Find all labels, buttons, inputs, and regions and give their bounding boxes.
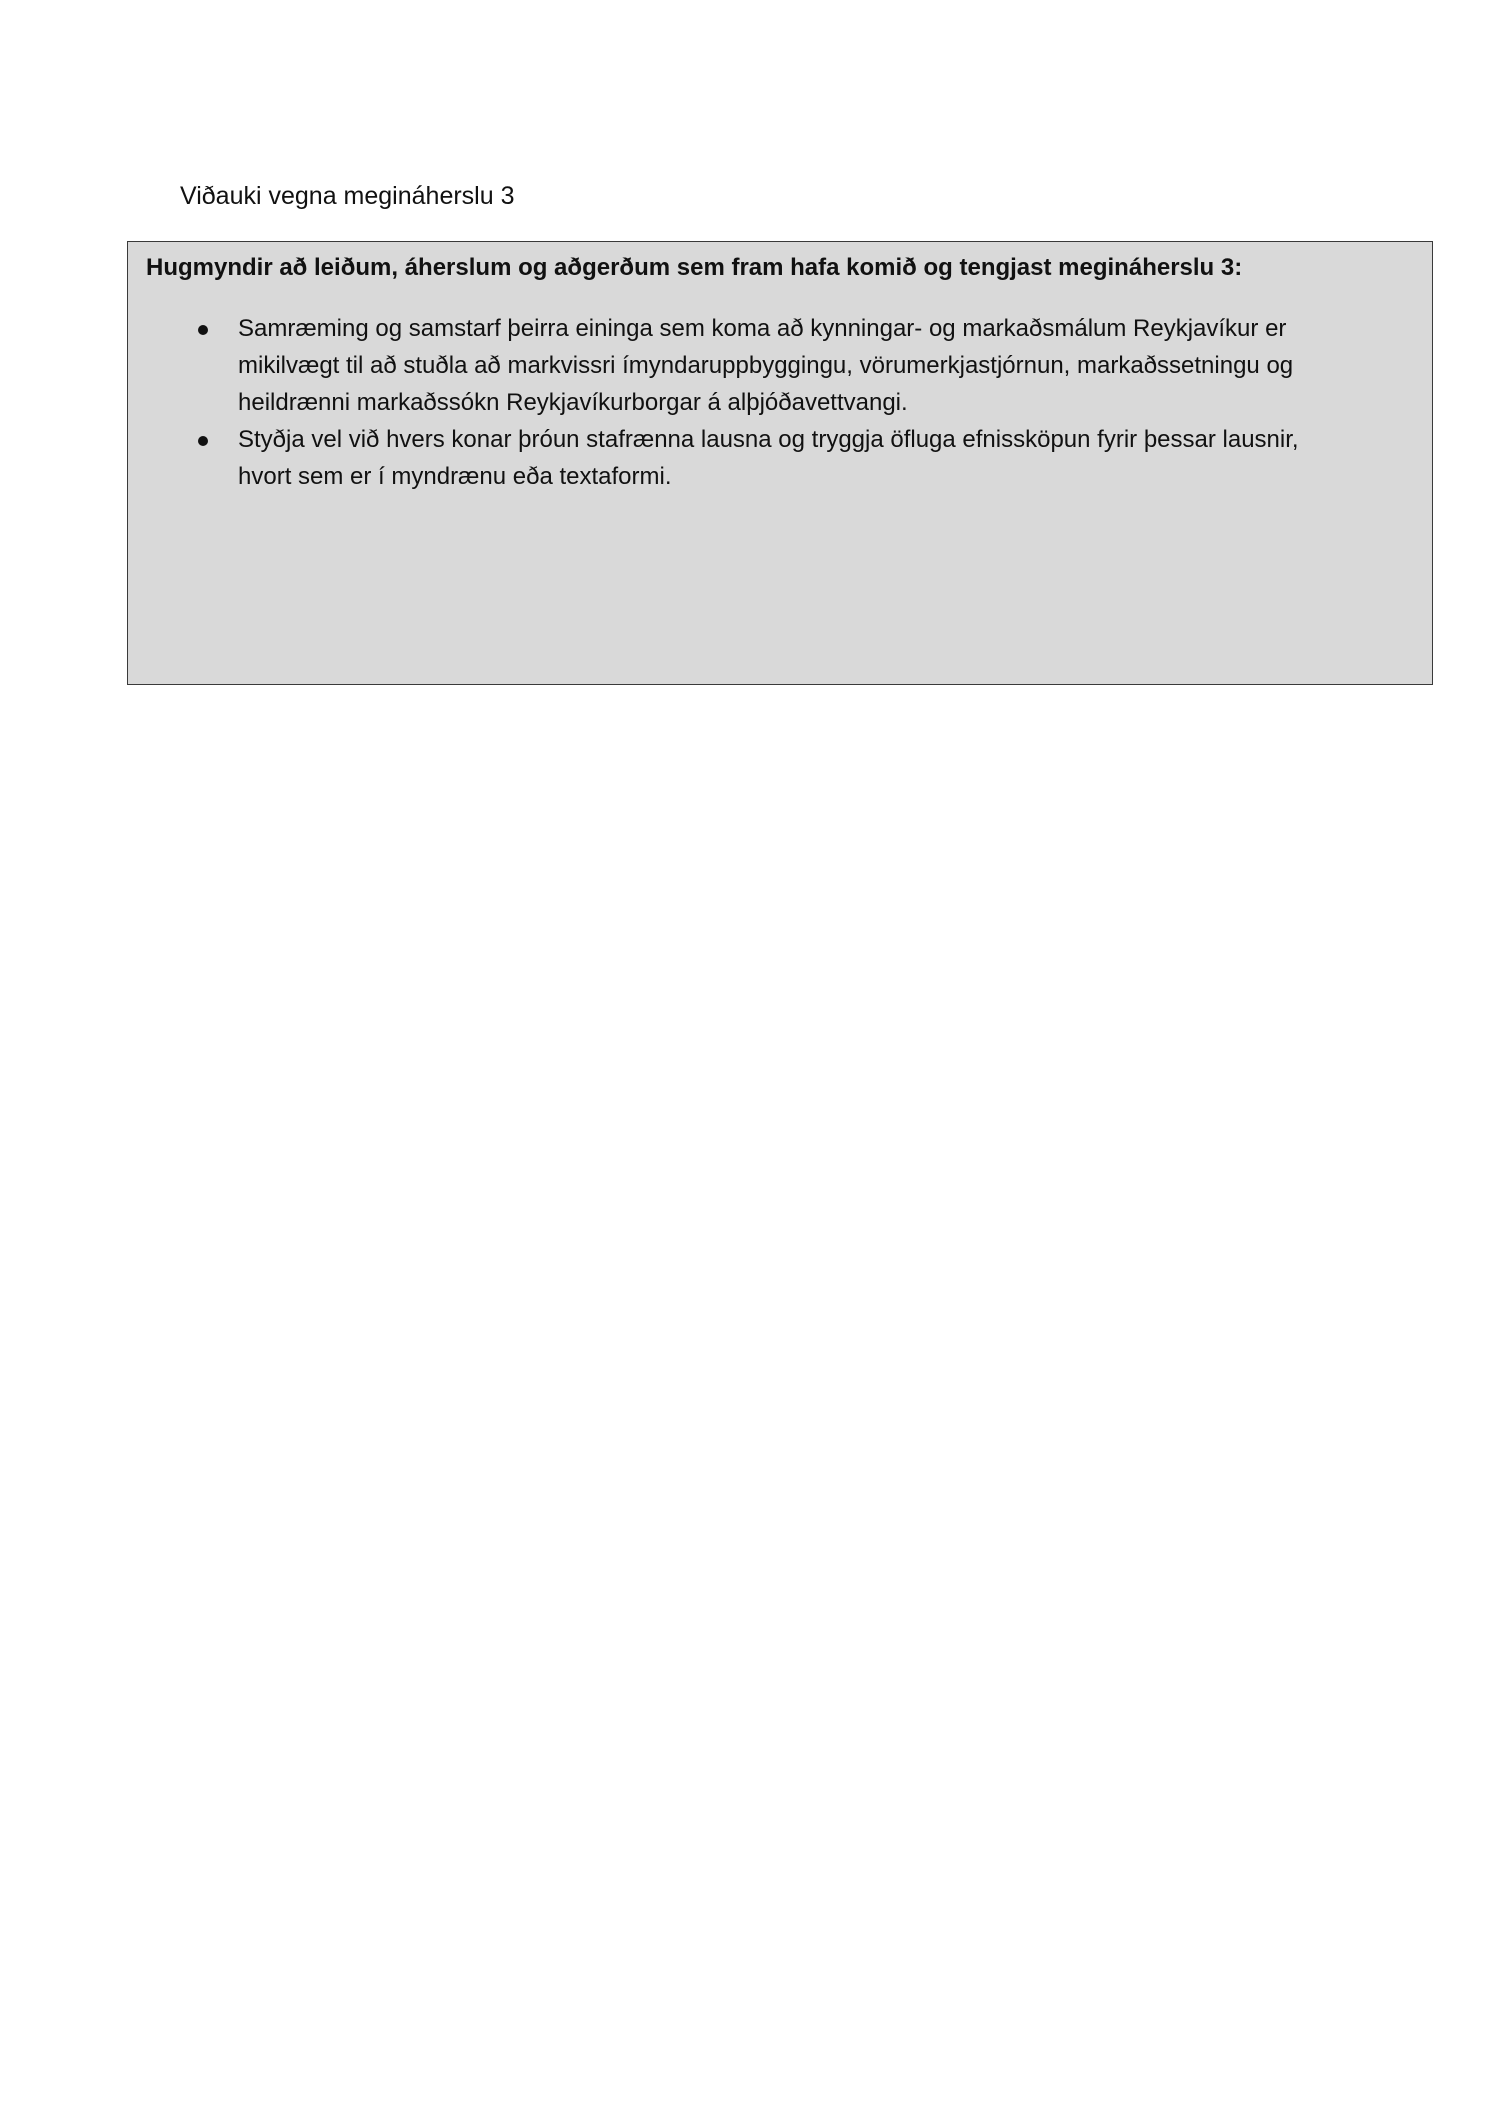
list-item-text-line: mikilvægt til að stuðla að markvissri ímyndaruppbyggingu, vörumerkjastjórnun, markaðssetningu og — [238, 352, 1294, 379]
list-item-text-line: hvort sem er í myndrænu eða textaformi. — [238, 463, 672, 490]
page-heading: Viðauki vegna megináherslu 3 — [180, 182, 515, 210]
ideas-bullet-list — [128, 310, 1432, 495]
list-item-text-line: Samræming og samstarf þeirra eininga sem koma að kynningar- og markaðsmálum Reykjavíkur er — [238, 315, 1287, 342]
bullet-icon — [198, 436, 208, 446]
list-item-text-line: Styðja vel við hvers konar þróun stafrænna lausna og tryggja öfluga efnissköpun fyrir þessar lausnir, — [238, 426, 1299, 453]
list-item-text-line: heildrænni markaðssókn Reykjavíkurborgar á alþjóðavettvangi. — [238, 389, 908, 416]
ideas-box-title: Hugmyndir að leiðum, áherslum og aðgerðum sem fram hafa komið og tengjast megináherslu 3: — [146, 254, 1243, 281]
list-item — [128, 310, 1432, 421]
ideas-box — [127, 241, 1433, 685]
bullet-icon — [198, 325, 208, 335]
list-item — [128, 421, 1432, 495]
